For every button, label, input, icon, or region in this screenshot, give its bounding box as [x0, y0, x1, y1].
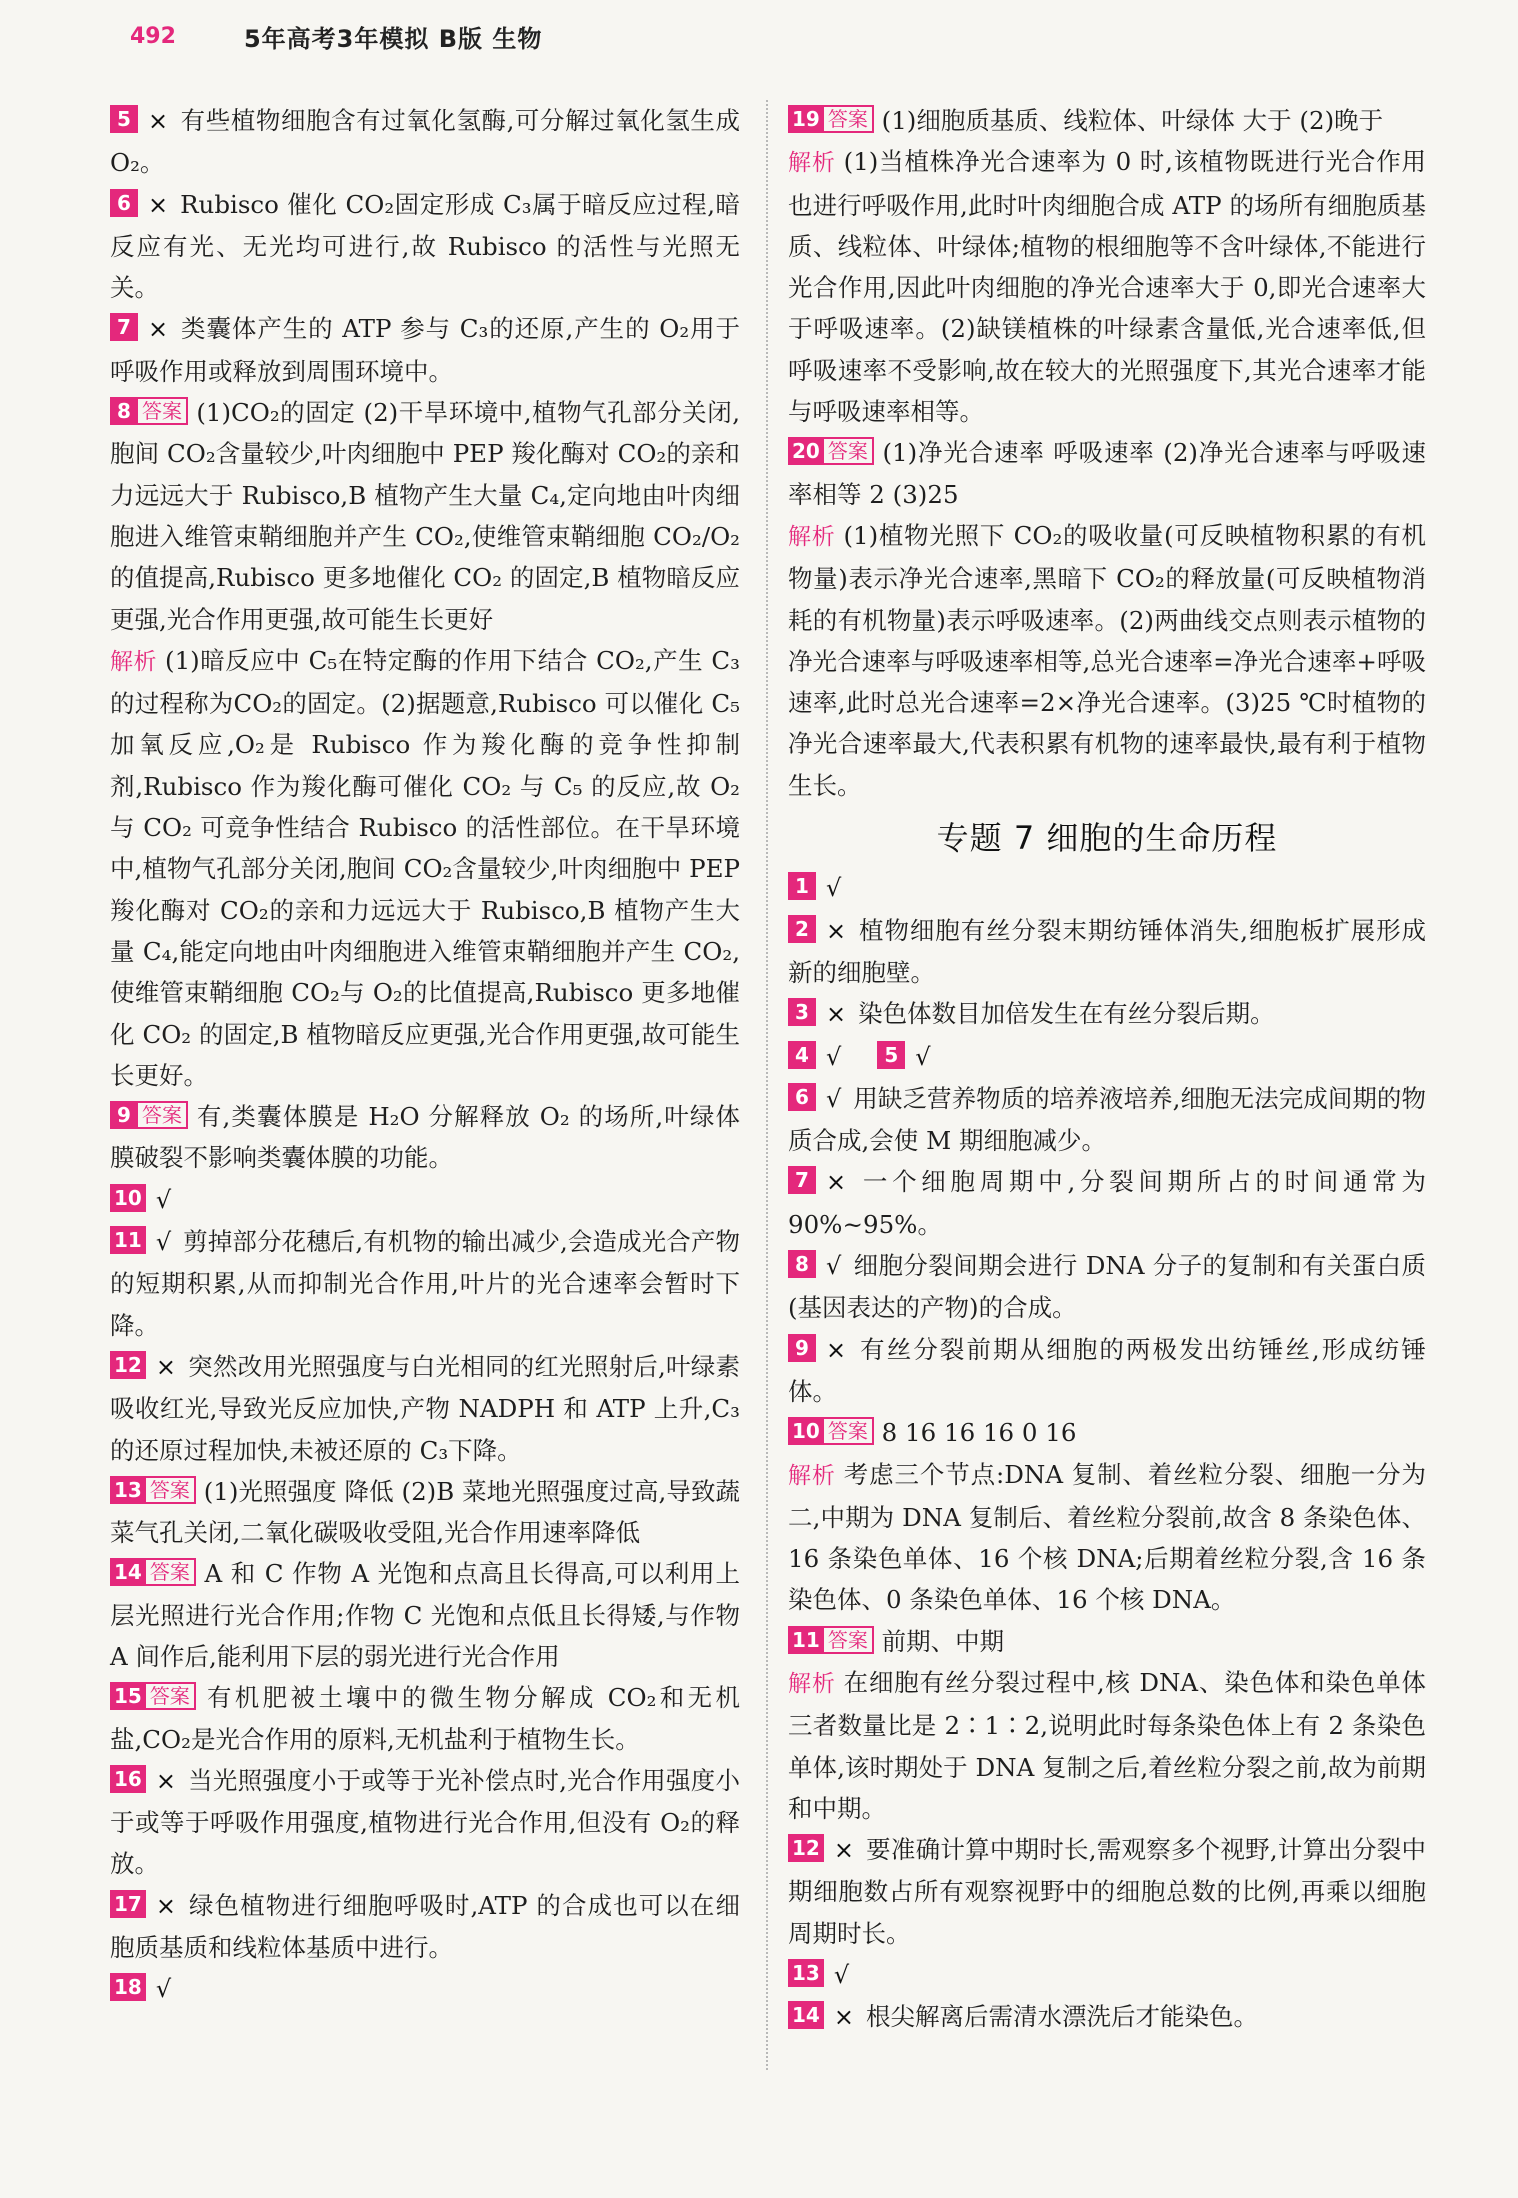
entry-text: 在细胞有丝分裂过程中,核 DNA、染色体和染色单体三者数量比是 2∶1∶2,说明此时每条染色体上有 2 条染色单体,该时期处于 DNA 复制之后,着丝粒分裂之前,故为前期和中期。	[788, 1667, 1426, 1823]
entry-text: 剪掉部分花穗后,有机物的输出减少,会造成光合产物的短期积累,从而抑制光合作用,叶片的光合速率会暂时下降。	[110, 1227, 740, 1340]
item-number: 9	[110, 1101, 138, 1129]
column-divider	[766, 100, 768, 2070]
entry-text: (1)植物光照下 CO₂的吸收量(可反映植物积累的有机物量)表示净光合速率,黑暗下 CO₂的释放量(可反映植物消耗的有机物量)表示呼吸速率。(2)两曲线交点则表示植物的净光合速率与呼吸速率相等,总光合速率=净光合速率+呼吸速率,此时总光合速率=2×净光合速率。(3)25 ℃时植物的净光合速率最大,代表积累有机物的速率最快,最有利于植物生长。	[788, 520, 1426, 800]
item-number: 11	[788, 1626, 824, 1654]
check-icon: √	[155, 1975, 172, 2004]
entry-text: (1)暗反应中 C₅在特定酶的作用下结合 CO₂,产生 C₃的过程称为CO₂的固定。(2)据题意,Rubisco 可以催化 C₅加氧反应,O₂是 Rubisco 作为羧化酶的竞争性抑制剂,Rubisco 作为羧化酶可催化 CO₂ 与 C₅ 的反应,故 O₂ 与 CO₂ 可竞争性结合 Rubisco 的活性部位。在干旱环境中,植物气孔部分关闭,胞间 CO₂含量较少,叶肉细胞中 PEP 羧化酶对 CO₂的亲和力远远大于 Rubisco,B 植物产生大量 C₄,能定向地由叶肉细胞进入维管束鞘细胞并产生 CO₂,使维管束鞘细胞 CO₂与 O₂的比值提高,Rubisco 更多地催化 CO₂ 的固定,B 植物暗反应更强,光合作用更强,故可能生长更好。	[110, 645, 740, 1090]
cross-icon: ×	[148, 190, 169, 219]
entry-text: 突然改用光照强度与白光相同的红光照射后,叶绿素吸收红光,导致光反应加快,产物 NADPH 和 ATP 上升,C₃的还原过程加快,未被还原的 C₃下降。	[110, 1351, 740, 1465]
item-number: 7	[110, 313, 138, 341]
check-icon: √	[155, 1185, 172, 1214]
check-icon: √	[826, 1084, 842, 1113]
entry-item	[110, 1968, 740, 2010]
answer-label: 答案	[822, 437, 874, 465]
entry-item	[110, 1096, 740, 1179]
answer-label: 答案	[136, 397, 188, 425]
section-title: 专题 7 细胞的生命历程	[936, 819, 1278, 858]
item-number: 8	[788, 1250, 816, 1278]
item-number: 16	[110, 1765, 146, 1793]
explanation-label: 解析	[788, 150, 836, 177]
entry-text: 当光照强度小于或等于光补偿点时,光合作用强度小于或等于呼吸作用强度,植物进行光合作用,但没有 O₂的释放。	[110, 1765, 740, 1879]
entry-item	[788, 515, 1426, 806]
cross-icon: ×	[826, 1000, 847, 1029]
cross-icon: ×	[155, 1352, 176, 1381]
cross-icon: ×	[833, 1836, 854, 1865]
cross-icon: ×	[155, 1891, 176, 1920]
entry-item	[110, 1471, 740, 1554]
entry-text: (1)CO₂的固定 (2)干旱环境中,植物气孔部分关闭,胞间 CO₂含量较少,叶肉细胞中 PEP 羧化酶对 CO₂的亲和力远远大于 Rubisco,B 植物产生大量 C₄,定向地由叶肉细胞进入维管束鞘细胞并产生 CO₂,使维管束鞘细胞 CO₂/O₂的值提高,Rubisco 更多地催化 CO₂ 的固定,B 植物暗反应更强,光合作用更强,故可能生长更好	[110, 398, 740, 634]
entry-item	[788, 867, 1426, 909]
entry-item	[788, 432, 1426, 515]
entry-text: 类囊体产生的 ATP 参与 C₃的还原,产生的 O₂用于呼吸作用或释放到周围环境中。	[110, 314, 740, 386]
entry-item	[110, 1677, 740, 1760]
answer-label: 答案	[144, 1682, 196, 1710]
entry-item	[788, 141, 1426, 432]
entry-item	[788, 1454, 1426, 1621]
item-number: 9	[788, 1334, 816, 1362]
item-number: 10	[110, 1184, 146, 1212]
entry-text: A 和 C 作物 A 光饱和点高且长得高,可以利用上层光照进行光合作用;作物 C 光饱和点低且长得矮,与作物 A 间作后,能利用下层的弱光进行光合作用	[110, 1559, 740, 1671]
item-number: 1	[788, 872, 816, 900]
entry-text: 染色体数目加倍发生在有丝分裂后期。	[858, 999, 1275, 1029]
entry-item	[110, 308, 740, 392]
entry-item	[788, 1161, 1426, 1245]
entry-text: 根尖解离后需清水漂洗后才能染色。	[865, 2002, 1258, 2032]
explanation-label: 解析	[110, 648, 158, 675]
item-number: 5	[110, 105, 138, 133]
item-number: 12	[110, 1351, 146, 1379]
entry-text: (1)细胞质基质、线粒体、叶绿体 大于 (2)晚于	[881, 106, 1384, 135]
cross-icon: ×	[826, 916, 847, 945]
entry-item	[788, 993, 1426, 1035]
item-number: 14	[110, 1558, 146, 1586]
item-number: 10	[788, 1417, 824, 1445]
entry-text: 有丝分裂前期从细胞的两极发出纺锤丝,形成纺锤体。	[788, 1334, 1426, 1406]
entry-text: 细胞分裂间期会进行 DNA 分子的复制和有关蛋白质(基因表达的产物)的合成。	[788, 1251, 1426, 1323]
entry-text: 要准确计算中期时长,需观察多个视野,计算出分裂中期细胞数占所有观察视野中的细胞总数的比例,再乘以细胞周期时长。	[788, 1835, 1426, 1948]
check-icon: √	[833, 1961, 850, 1990]
explanation-label: 解析	[788, 523, 836, 550]
entry-item	[110, 1885, 740, 1969]
entry-text: 有些植物细胞含有过氧化氢酶,可分解过氧化氢生成 O₂。	[110, 106, 740, 178]
entry-item	[110, 1553, 740, 1677]
answer-label: 答案	[822, 1417, 874, 1445]
item-number: 6	[788, 1083, 816, 1111]
item-number: 14	[788, 2001, 824, 2029]
item-number: 2	[788, 915, 816, 943]
entry-text: (1)净光合速率 呼吸速率 (2)净光合速率与呼吸速率相等 2 (3)25	[788, 438, 1426, 509]
left-column	[110, 100, 740, 2011]
entry-text: (1)当植株净光合速率为 0 时,该植物既进行光合作用也进行呼吸作用,此时叶肉细胞合成 ATP 的场所有细胞质基质、线粒体、叶绿体;植物的根细胞等不含叶绿体,不能进行光合作用,因此叶肉细胞的净光合速率大于 0,即光合速率大于呼吸速率。(2)缺镁植株的叶绿素含量低,光合速率低,但呼吸速率不受影响,故在较大的光照强度下,其光合速率才能与呼吸速率相等。	[788, 147, 1427, 427]
answer-label: 答案	[144, 1476, 196, 1504]
entry-item	[788, 1829, 1426, 1954]
answer-label: 答案	[136, 1101, 188, 1129]
check-icon: √	[826, 874, 842, 903]
item-number: 13	[788, 1959, 824, 1987]
entry-item	[788, 1662, 1426, 1829]
entry-item	[788, 100, 1426, 141]
item-number: 11	[110, 1226, 146, 1254]
item-number: 18	[110, 1973, 146, 2001]
entry-item	[110, 1760, 740, 1885]
entry-item	[110, 640, 740, 1096]
answer-label: 答案	[144, 1558, 196, 1586]
entry-text: (1)光照强度 降低 (2)B 菜地光照强度过高,导致蔬菜气孔关闭,二氧化碳吸收受阻,光合作用速率降低	[110, 1476, 741, 1548]
entry-item	[788, 910, 1426, 994]
item-number: 20	[788, 437, 824, 465]
explanation-label: 解析	[788, 1462, 836, 1489]
cross-icon: ×	[155, 1766, 176, 1795]
right-column	[788, 100, 1426, 2039]
item-number: 17	[110, 1890, 146, 1918]
entry-item	[110, 1221, 740, 1346]
entry-text: 前期、中期	[881, 1626, 1005, 1656]
cross-icon: ×	[833, 2003, 854, 2032]
entry-text: 用缺乏营养物质的培养液培养,细胞无法完成间期的物质合成,会使 M 期细胞减少。	[788, 1083, 1426, 1156]
entry-text: 植物细胞有丝分裂末期纺锤体消失,细胞板扩展形成新的细胞壁。	[788, 915, 1426, 987]
item-number: 7	[788, 1166, 816, 1194]
entry-text: 一个细胞周期中,分裂间期所占的时间通常为 90%~95%。	[788, 1167, 1426, 1239]
cross-icon: ×	[826, 1335, 847, 1364]
entry-item	[110, 1179, 740, 1221]
item-number: 19	[788, 105, 824, 133]
book-title: 5年高考3年模拟 B版 生物	[243, 24, 543, 53]
entry-item	[788, 1329, 1426, 1413]
item-number: 4	[788, 1041, 816, 1069]
answer-label: 答案	[822, 105, 874, 133]
entry-item	[788, 1621, 1426, 1662]
item-number: 15	[110, 1682, 146, 1710]
check-icon: √	[915, 1042, 931, 1071]
item-number: 6	[110, 189, 138, 217]
explanation-label: 解析	[788, 1670, 836, 1697]
entry-text: 有,类囊体膜是 H₂O 分解释放 O₂ 的场所,叶绿体膜破裂不影响类囊体膜的功能。	[110, 1102, 741, 1173]
page-header	[130, 16, 542, 56]
entry-item	[788, 1078, 1426, 1162]
entry-item	[788, 1245, 1426, 1329]
cross-icon: ×	[148, 107, 169, 135]
entry-item	[788, 1036, 1426, 1078]
item-number: 13	[110, 1476, 146, 1504]
entry-text: 绿色植物进行细胞呼吸时,ATP 的合成也可以在细胞质基质和线粒体基质中进行。	[110, 1890, 740, 1963]
cross-icon: ×	[148, 315, 169, 344]
cross-icon: ×	[826, 1168, 847, 1197]
entry-item	[788, 1954, 1426, 1996]
entry-text: 8 16 16 16 0 16	[881, 1418, 1077, 1448]
check-icon: √	[826, 1042, 842, 1071]
entry-item	[110, 392, 740, 640]
entry-item	[110, 1346, 740, 1471]
entry-item	[788, 1412, 1426, 1453]
item-number: 12	[788, 1834, 824, 1862]
item-number: 5	[877, 1041, 905, 1069]
entry-text: Rubisco 催化 CO₂固定形成 C₃属于暗反应过程,暗反应有光、无光均可进行,故 Rubisco 的活性与光照无关。	[110, 189, 740, 303]
answer-label: 答案	[822, 1626, 874, 1654]
item-number: 3	[788, 998, 816, 1026]
item-number: 8	[110, 397, 138, 425]
page-number: 492	[130, 23, 176, 49]
entry-text: 考虑三个节点:DNA 复制、着丝粒分裂、细胞一分为二,中期为 DNA 复制后、着丝粒分裂前,故含 8 条染色体、16 条染色单体、16 个核 DNA;后期着丝粒分裂,含 16 条染色体、0 条染色单体、16 个核 DNA。	[788, 1459, 1426, 1615]
entry-item	[110, 100, 740, 184]
entry-text: 有机肥被土壤中的微生物分解成 CO₂和无机盐,CO₂是光合作用的原料,无机盐利于植物生长。	[110, 1683, 740, 1754]
entry-item	[110, 184, 740, 309]
check-icon: √	[826, 1252, 842, 1281]
entry-item	[788, 1996, 1426, 2038]
check-icon: √	[155, 1228, 172, 1257]
